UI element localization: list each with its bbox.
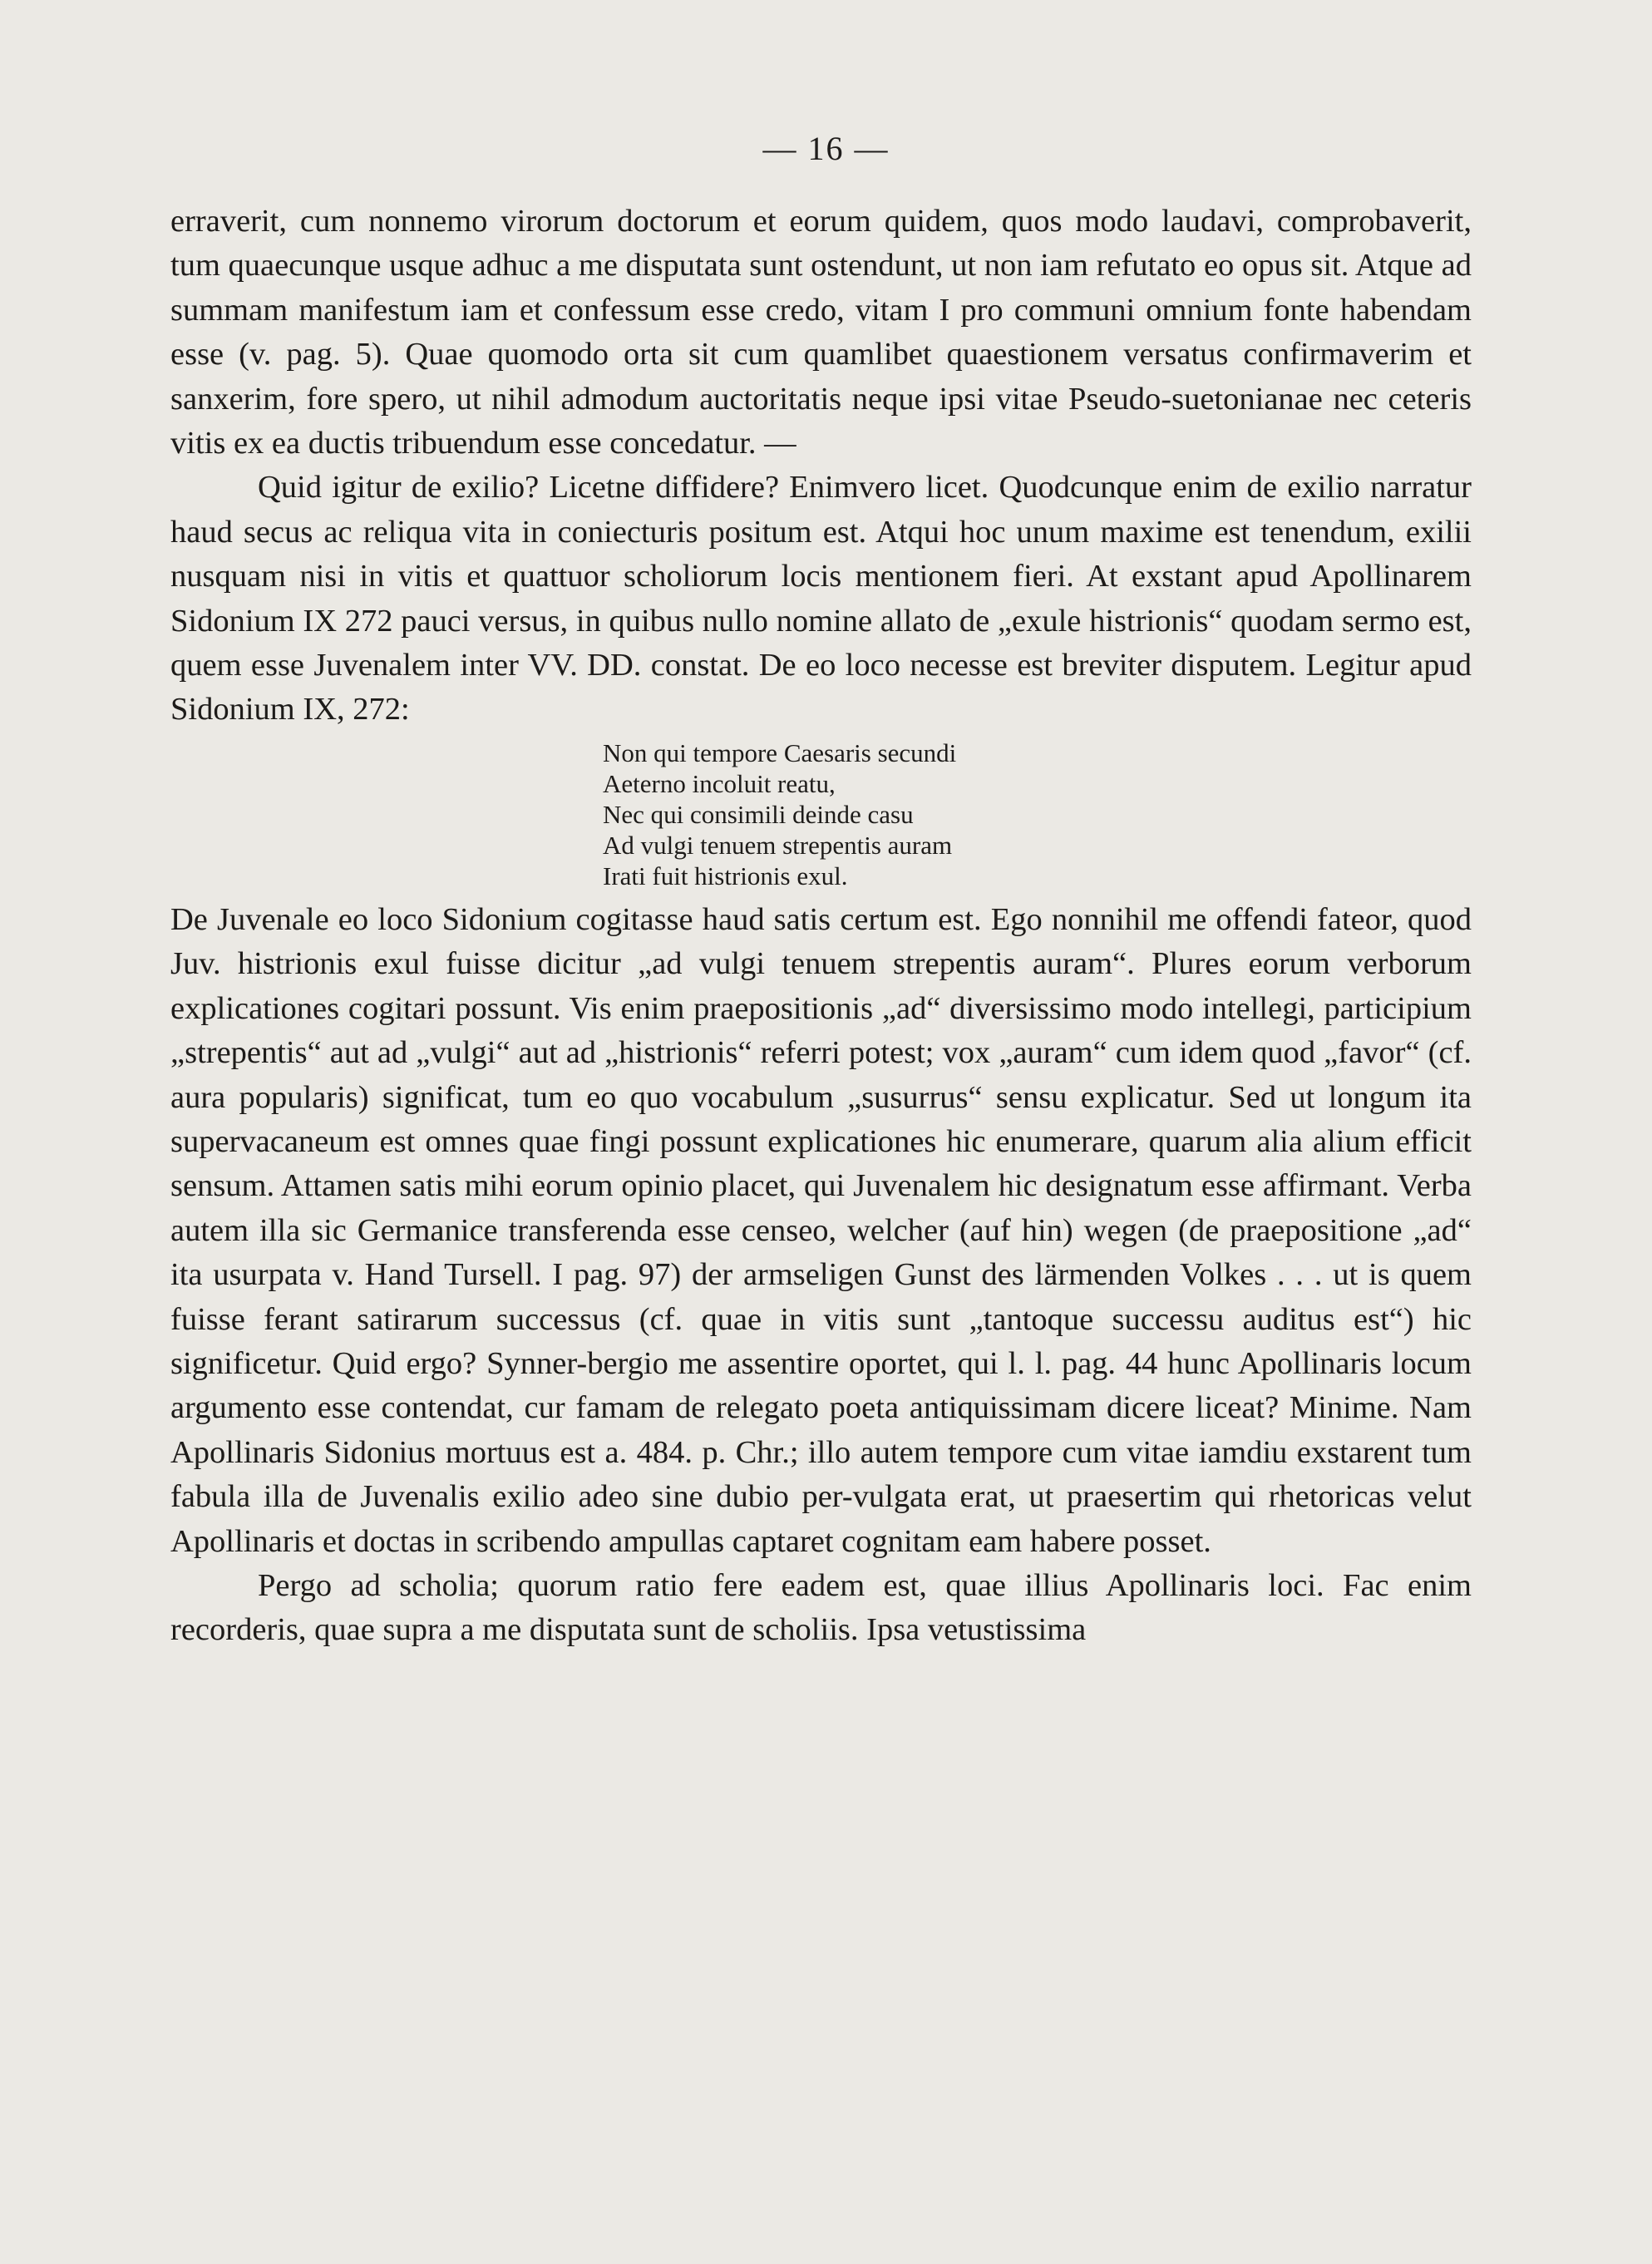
verse-line-1: Non qui tempore Caesaris secundi [603, 737, 957, 767]
body-text [170, 200, 1472, 1653]
verse-quotation [603, 737, 1472, 891]
verse-line-5: Irati fuit histrionis exul. [603, 861, 848, 890]
verse-line-4: Ad vulgi tenuem strepentis auram [603, 830, 953, 860]
verse-line-3: Nec qui consimili deinde casu [603, 799, 914, 829]
paragraph-2: Quid igitur de exilio? Licetne diffidere? Enimvero licet. Quodcunque enim de exilio narratur haud secus ac reliqua vita in coniecturis positum est. Atqui hoc unum maxime est tenendum, exilii nusquam nisi in vitis et quattuor scholiorum locis mentionem fieri. At exstant apud Apollinarem Sidonium IX 272 pauci versus, in quibus nullo nomine allato de „exule histrionis“ quodam sermo est, quem esse Juvenalem inter VV. DD. constat. De eo loco necesse est breviter disputem. Legitur apud Sidonium IX, 272: [170, 470, 1472, 728]
page-number: — 16 — [762, 130, 890, 167]
paragraph-4: Pergo ad scholia; quorum ratio fere eadem est, quae illius Apollinaris loci. Fac enim recorderis, quae supra a me disputata sunt de scholiis. Ipsa vetustissima [170, 1567, 1472, 1648]
verse-line-2: Aeterno incoluit reatu, [603, 768, 836, 798]
paragraph-1: erraverit, cum nonnemo virorum doctorum et eorum quidem, quos modo laudavi, comprobaverit, tum quaecunque usque adhuc a me disputata sunt ostendunt, ut non iam refutato eo opus sit. Atque ad summam manifestum iam et confessum esse credo, vitam I pro communi omnium fonte habendam esse (v. pag. 5). Quae quomodo orta sit cum quamlibet quaestionem versatus confirmaverim et sanxerim, fore spero, ut nihil admodum auctoritatis neque ipsi vitae Pseudo-suetonianae nec ceteris vitis ex ea ductis tribuendum esse concedatur. — [170, 204, 1472, 461]
paragraph-3: De Juvenale eo loco Sidonium cogitasse haud satis certum est. Ego nonnihil me offendi fateor, quod Juv. histrionis exul fuisse dicitur „ad vulgi tenuem strepentis auram“. Plures eorum verborum explicationes cogitari possunt. Vis enim praepositionis „ad“ diversissimo modo intellegi, participium „strepentis“ aut ad „vulgi“ aut ad „histrionis“ referri potest; vox „auram“ cum idem quod „favor“ (cf. aura popularis) significat, tum eo quo vocabulum „susurrus“ sensu explicatur. Sed ut longum ita supervacaneum est omnes quae fingi possunt explicationes hic enumerare, quarum alia alium efficit sensum. Attamen satis mihi eorum opinio placet, qui Juvenalem hic designatum esse affirmant. Verba autem illa sic Germanice transferenda esse censeo, welcher (auf hin) wegen (de praepositione „ad“ ita usurpata v. Hand Tursell. I pag. 97) der armseligen Gunst des lärmenden Volkes . . . ut is quem fuisse ferant satirarum successus (cf. quae in vitis sunt „tantoque successu auditus est“) hic significetur. Quid ergo? Synner-bergio me assentire oportet, qui l. l. pag. 44 hunc Apollinaris locum argumento esse contendat, cur famam de relegato poeta antiquissimam dicere liceat? Minime. Nam Apollinaris Sidonius mortuus est a. 484. p. Chr.; illo autem tempore cum vitae iamdiu exstarent tum fabula illa de Juvenalis exilio adeo sine dubio per-vulgata erat, ut praesertim qui rhetoricas velut Apollinaris et doctas in scribendo ampullas captaret cognitam eam habere posset. [170, 901, 1472, 1559]
